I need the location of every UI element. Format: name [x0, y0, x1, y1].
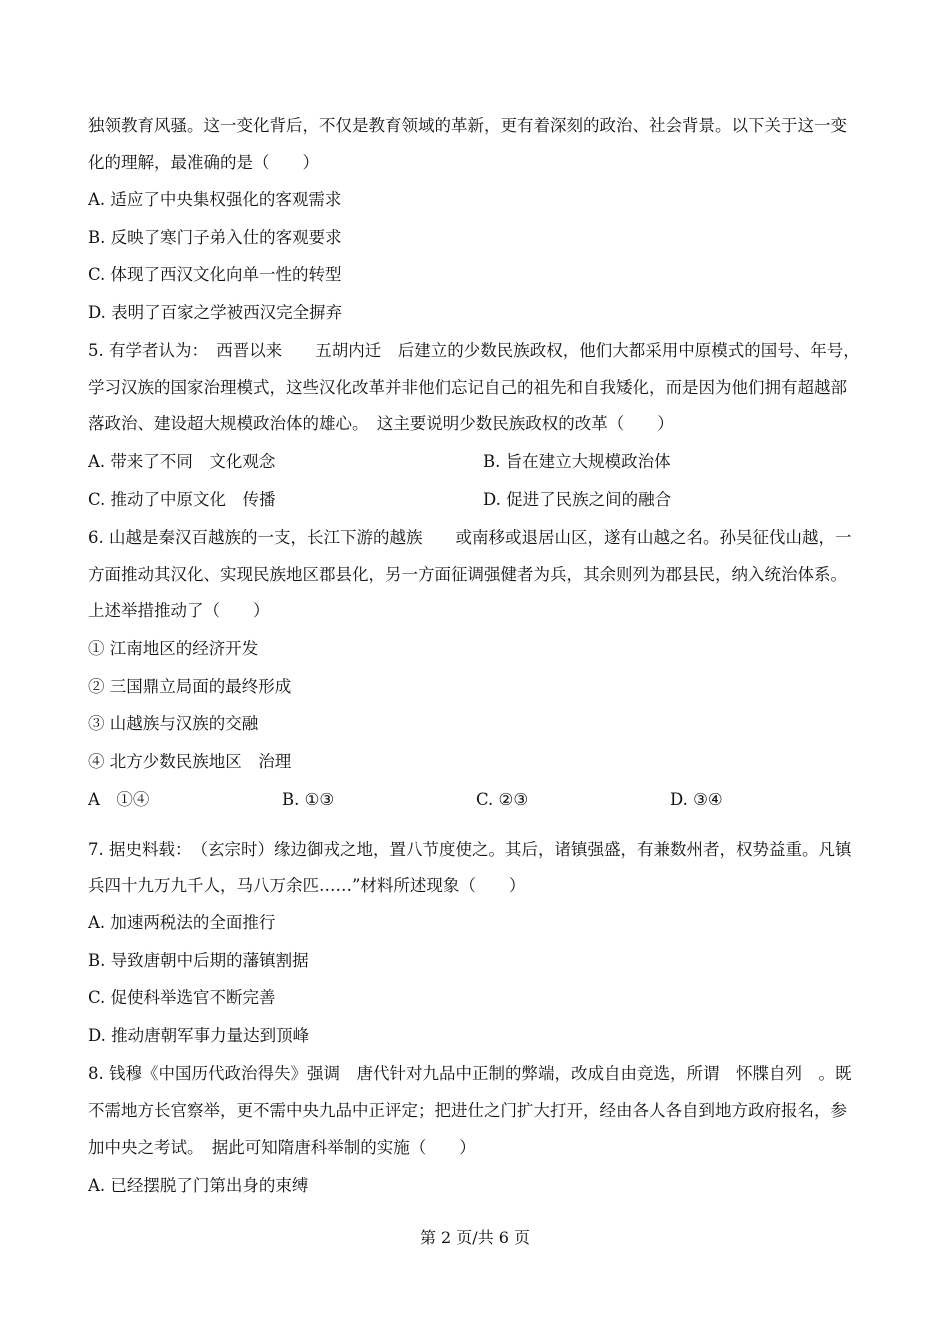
- q6-option-a: A ①④: [88, 790, 150, 809]
- q4-option-d: D. 表明了百家之学被西汉完全摒弃: [88, 303, 343, 322]
- q6-stem-line-3: 上述举措推动了（ ）: [88, 601, 270, 620]
- q6-item-3: ③ 山越族与汉族的交融: [88, 714, 259, 733]
- q6-item-4: ④ 北方少数民族地区 治理: [88, 752, 292, 771]
- q8-option-a: A. 已经摆脱了门第出身的束缚: [88, 1176, 309, 1195]
- q8-stem-line-2: 不需地方长官察举，更不需中央九品中正评定；把进仕之门扩大打开，经由各人各自到地方政府报名，参: [88, 1101, 847, 1120]
- q4-stem-line-1: 独领教育风骚。这一变化背后，不仅是教育领域的革新，更有着深刻的政治、社会背景。以下关于这一变: [88, 116, 847, 135]
- q7-option-c: C. 促使科举选官不断完善: [88, 988, 276, 1007]
- page-number-footer: 第 2 页/共 6 页: [419, 1228, 531, 1247]
- q7-stem-line-2: 兵四十九万九千人，马八万余匹……”材料所述现象（ ）: [88, 876, 526, 895]
- q8-stem-line-1: 8. 钱穆《中国历代政治得失》强调 唐代针对九品中正制的弊端，改成自由竞选，所谓 怀牒自列 。既: [88, 1064, 852, 1083]
- q5-option-c: C. 推动了中原文化 传播: [88, 490, 276, 509]
- q6-stem-line-2: 方面推动其汉化、实现民族地区郡县化，另一方面征调强健者为兵，其余则列为郡县民，纳入统治体系。: [88, 565, 847, 584]
- q5-stem-line-2: 学习汉族的国家治理模式，这些汉化改革并非他们忘记自己的祖先和自我矮化，而是因为他们拥有超越部: [88, 378, 847, 397]
- q5-option-d: D. 促进了民族之间的融合: [483, 490, 672, 509]
- q4-stem-line-2: 化的理解，最准确的是（ ）: [88, 153, 319, 172]
- q5-option-b: B. 旨在建立大规模政治体: [483, 452, 671, 471]
- q5-stem-line-3: 落政治、建设超大规模政治体的雄心。 这主要说明少数民族政权的改革（ ）: [88, 414, 674, 433]
- q4-option-c: C. 体现了西汉文化向单一性的转型: [88, 265, 342, 284]
- q5-option-a: A. 带来了不同 文化观念: [88, 452, 276, 471]
- q7-option-d: D. 推动唐朝军事力量达到顶峰: [88, 1026, 310, 1045]
- q6-item-1: ① 江南地区的经济开发: [88, 639, 259, 658]
- q6-stem-line-1: 6. 山越是秦汉百越族的一支，长江下游的越族 或南移或退居山区，遂有山越之名。孙吴征伐山越，一: [88, 528, 852, 547]
- q5-stem-line-1: 5. 有学者认为： 西晋以来 五胡内迁 后建立的少数民族政权，他们大都采用中原模式的国号、年号，: [88, 341, 860, 360]
- q6-option-b: B. ①③: [282, 790, 335, 809]
- q8-stem-line-3: 加中央之考试。 据此可知隋唐科举制的实施（ ）: [88, 1138, 476, 1157]
- q4-option-b: B. 反映了寒门子弟入仕的客观要求: [88, 228, 342, 247]
- q7-option-a: A. 加速两税法的全面推行: [88, 913, 276, 932]
- q6-option-c: C. ②③: [476, 790, 529, 809]
- q7-option-b: B. 导致唐朝中后期的藩镇割据: [88, 951, 309, 970]
- q6-option-d: D. ③④: [670, 790, 723, 809]
- q4-option-a: A. 适应了中央集权强化的客观需求: [88, 190, 342, 209]
- q7-stem-line-1: 7. 据史料载： （玄宗时）缘边御戎之地，置八节度使之。其后，诸镇强盛，有兼数州者，权势益重。凡镇: [88, 840, 852, 859]
- q6-item-2: ② 三国鼎立局面的最终形成: [88, 677, 292, 696]
